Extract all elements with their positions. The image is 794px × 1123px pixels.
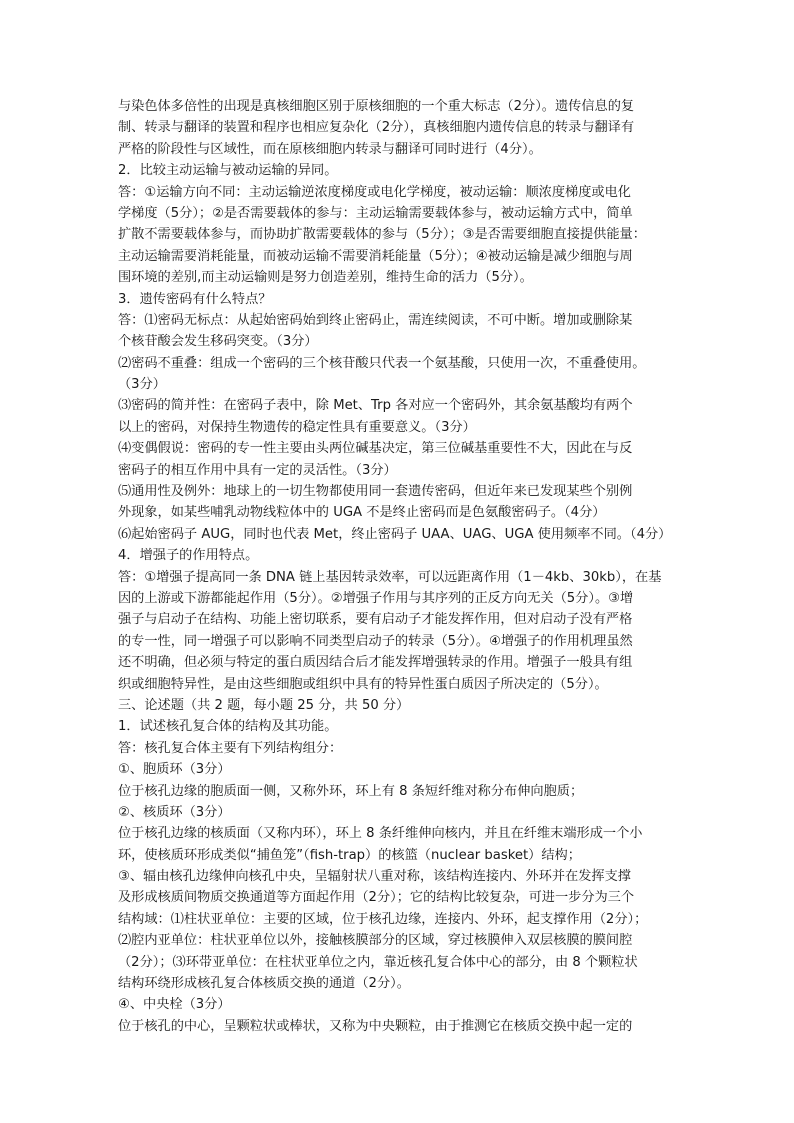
text-line: 结构环绕形成核孔复合体核质交换的通道（2分）。	[118, 976, 410, 992]
question-heading: 4．增强子的作用特点。	[118, 548, 259, 564]
text-line: 制、转录与翻译的装置和程序也相应复杂化（2分），真核细胞内遗传信息的转录与翻译有	[118, 120, 635, 136]
text-line: 围环境的差别,而主动运输则是努力创造差别，维持生命的活力（5分）。	[118, 270, 533, 286]
text-line: 与染色体多倍性的出现是真核细胞区别于原核细胞的一个重大标志（2分）。遗传信息的复	[118, 99, 635, 114]
text-line: 及形成核质间物质交换通道等方面起作用（2分）；它的结构比较复杂，可进一步分为三个	[118, 890, 635, 906]
text-line: 学梯度（5分）；②是否需要载体的参与：主动运输需要载体参与，被动运输方式中，简单	[118, 205, 633, 221]
section-heading: 三、论述题（共 2 题，每小题 25 分，共 50 分）	[118, 697, 410, 713]
text-line: 因的上游或下游都能起作用（5分）。②增强子作用与其序列的正反方向无关（5分）。③增	[118, 590, 634, 606]
text-line: ③、辐由核孔边缘伸向核孔中央，呈辐射状八重对称，该结构连接内、外环并在发挥支撑	[118, 869, 631, 885]
text-line: 密码子的相互作用中具有一定的灵活性。（3分）	[118, 462, 397, 478]
text-line: ②、核质环（3分）	[118, 804, 231, 820]
text-line: 以上的密码，对保持生物遗传的稳定性具有重要意义。（3分）	[118, 419, 476, 435]
text-line: 答：①运输方向不同：主动运输逆浓度梯度或电化学梯度，被动运输：顺浓度梯度或电化	[118, 184, 631, 200]
text-line: 位于核孔的中心，呈颗粒状或棒状，又称为中央颗粒，由于推测它在核质交换中起一定的	[118, 1018, 633, 1034]
text-line: 答：①增强子提高同一条 DNA 链上基因转录效率，可以远距离作用（1－4kb、30kb），在基	[118, 569, 662, 585]
text-line: ⑵密码不重叠：组成一个密码的三个核苷酸只代表一个氨基酸，只使用一次，不重叠使用。	[118, 355, 646, 371]
text-line: 位于核孔边缘的核质面（又称内环），环上 8 条纤维伸向核内，并且在纤维末端形成一个小	[118, 826, 643, 842]
text-line: 答：⑴密码无标点：从起始密码始到终止密码止，需连续阅读，不可中断。增加或删除某	[118, 312, 633, 328]
text-line: 强子与启动子在结构、功能上密切联系，要有启动子才能发挥作用，但对启动子没有严格	[118, 612, 633, 628]
text-line: ④、中央栓（3分）	[118, 997, 231, 1013]
text-line: ①、胞质环（3分）	[118, 762, 231, 778]
text-line: 严格的阶段性与区域性，而在原核细胞内转录与翻译可同时进行（4分）。	[118, 141, 542, 157]
text-line: 扩散不需要载体参与，而协助扩散需要载体的参与（5分）；③是否需要细胞直接提供能量：	[118, 227, 646, 243]
question-heading: 1．试述核孔复合体的结构及其功能。	[118, 719, 338, 735]
text-line: ⑸通用性及例外：地球上的一切生物都使用同一套遗传密码，但近年来已发现某些个别例	[118, 484, 633, 500]
text-line: 的专一性，同一增强子可以影响不同类型启动子的转录（5分）。④增强子的作用机理虽然	[118, 633, 633, 649]
question-heading: 2．比较主动运输与被动运输的异同。	[118, 163, 338, 179]
text-line: （3分）	[118, 377, 166, 393]
text-line: 位于核孔边缘的胞质面一侧，又称外环，环上有 8 条短纤维对称分布伸向胞质；	[118, 783, 584, 799]
document-page	[118, 96, 678, 1037]
text-line: 主动运输需要消耗能量，而被动运输不需要消耗能量（5分）；④被动运输是减少细胞与周	[118, 248, 633, 264]
text-line: 还不明确，但必须与特定的蛋白质因结合后才能发挥增强转录的作用。增强子一般具有组	[118, 655, 633, 671]
text-line: ⑹起始密码子 AUG，同时也代表 Met，终止密码子 UAA、UAG、UGA 使用频率不同。（4分）	[118, 526, 672, 542]
text-line: 织或细胞特异性，是由这些细胞或组织中具有的特异性蛋白质因子所决定的（5分）。	[118, 676, 608, 692]
question-heading: 3．遗传密码有什么特点？	[118, 291, 272, 307]
text-line: ⑷变偶假说：密码的专一性主要由头两位碱基决定，第三位碱基重要性不大，因此在与反	[118, 441, 633, 457]
text-line: 环，使核质环形成类似“捕鱼笼”（fish-trap）的核篮（nuclear basket）结构；	[118, 847, 581, 863]
text-line: 结构域：⑴柱状亚单位：主要的区域，位于核孔边缘，连接内、外环，起支撑作用（2分）；	[118, 911, 648, 927]
text-line: ⑶密码的简并性：在密码子表中，除 Met、Trp 各对应一个密码外，其余氨基酸均有两个	[118, 398, 633, 414]
text-line: 答：核孔复合体主要有下列结构组分：	[118, 740, 343, 756]
text-line: ⑵腔内亚单位：柱状亚单位以外，接触核膜部分的区域，穿过核膜伸入双层核膜的膜间腔	[118, 933, 633, 949]
text-line: 外现象，如某些哺乳动物线粒体中的 UGA 不是终止密码而是色氨酸密码子。（4分）	[118, 505, 606, 521]
text-line: （2分）；⑶环带亚单位：在柱状亚单位之内，靠近核孔复合体中心的部分，由 8 个颗粒状	[118, 954, 638, 970]
text-line: 个核苷酸会发生移码突变。（3分）	[118, 334, 318, 350]
